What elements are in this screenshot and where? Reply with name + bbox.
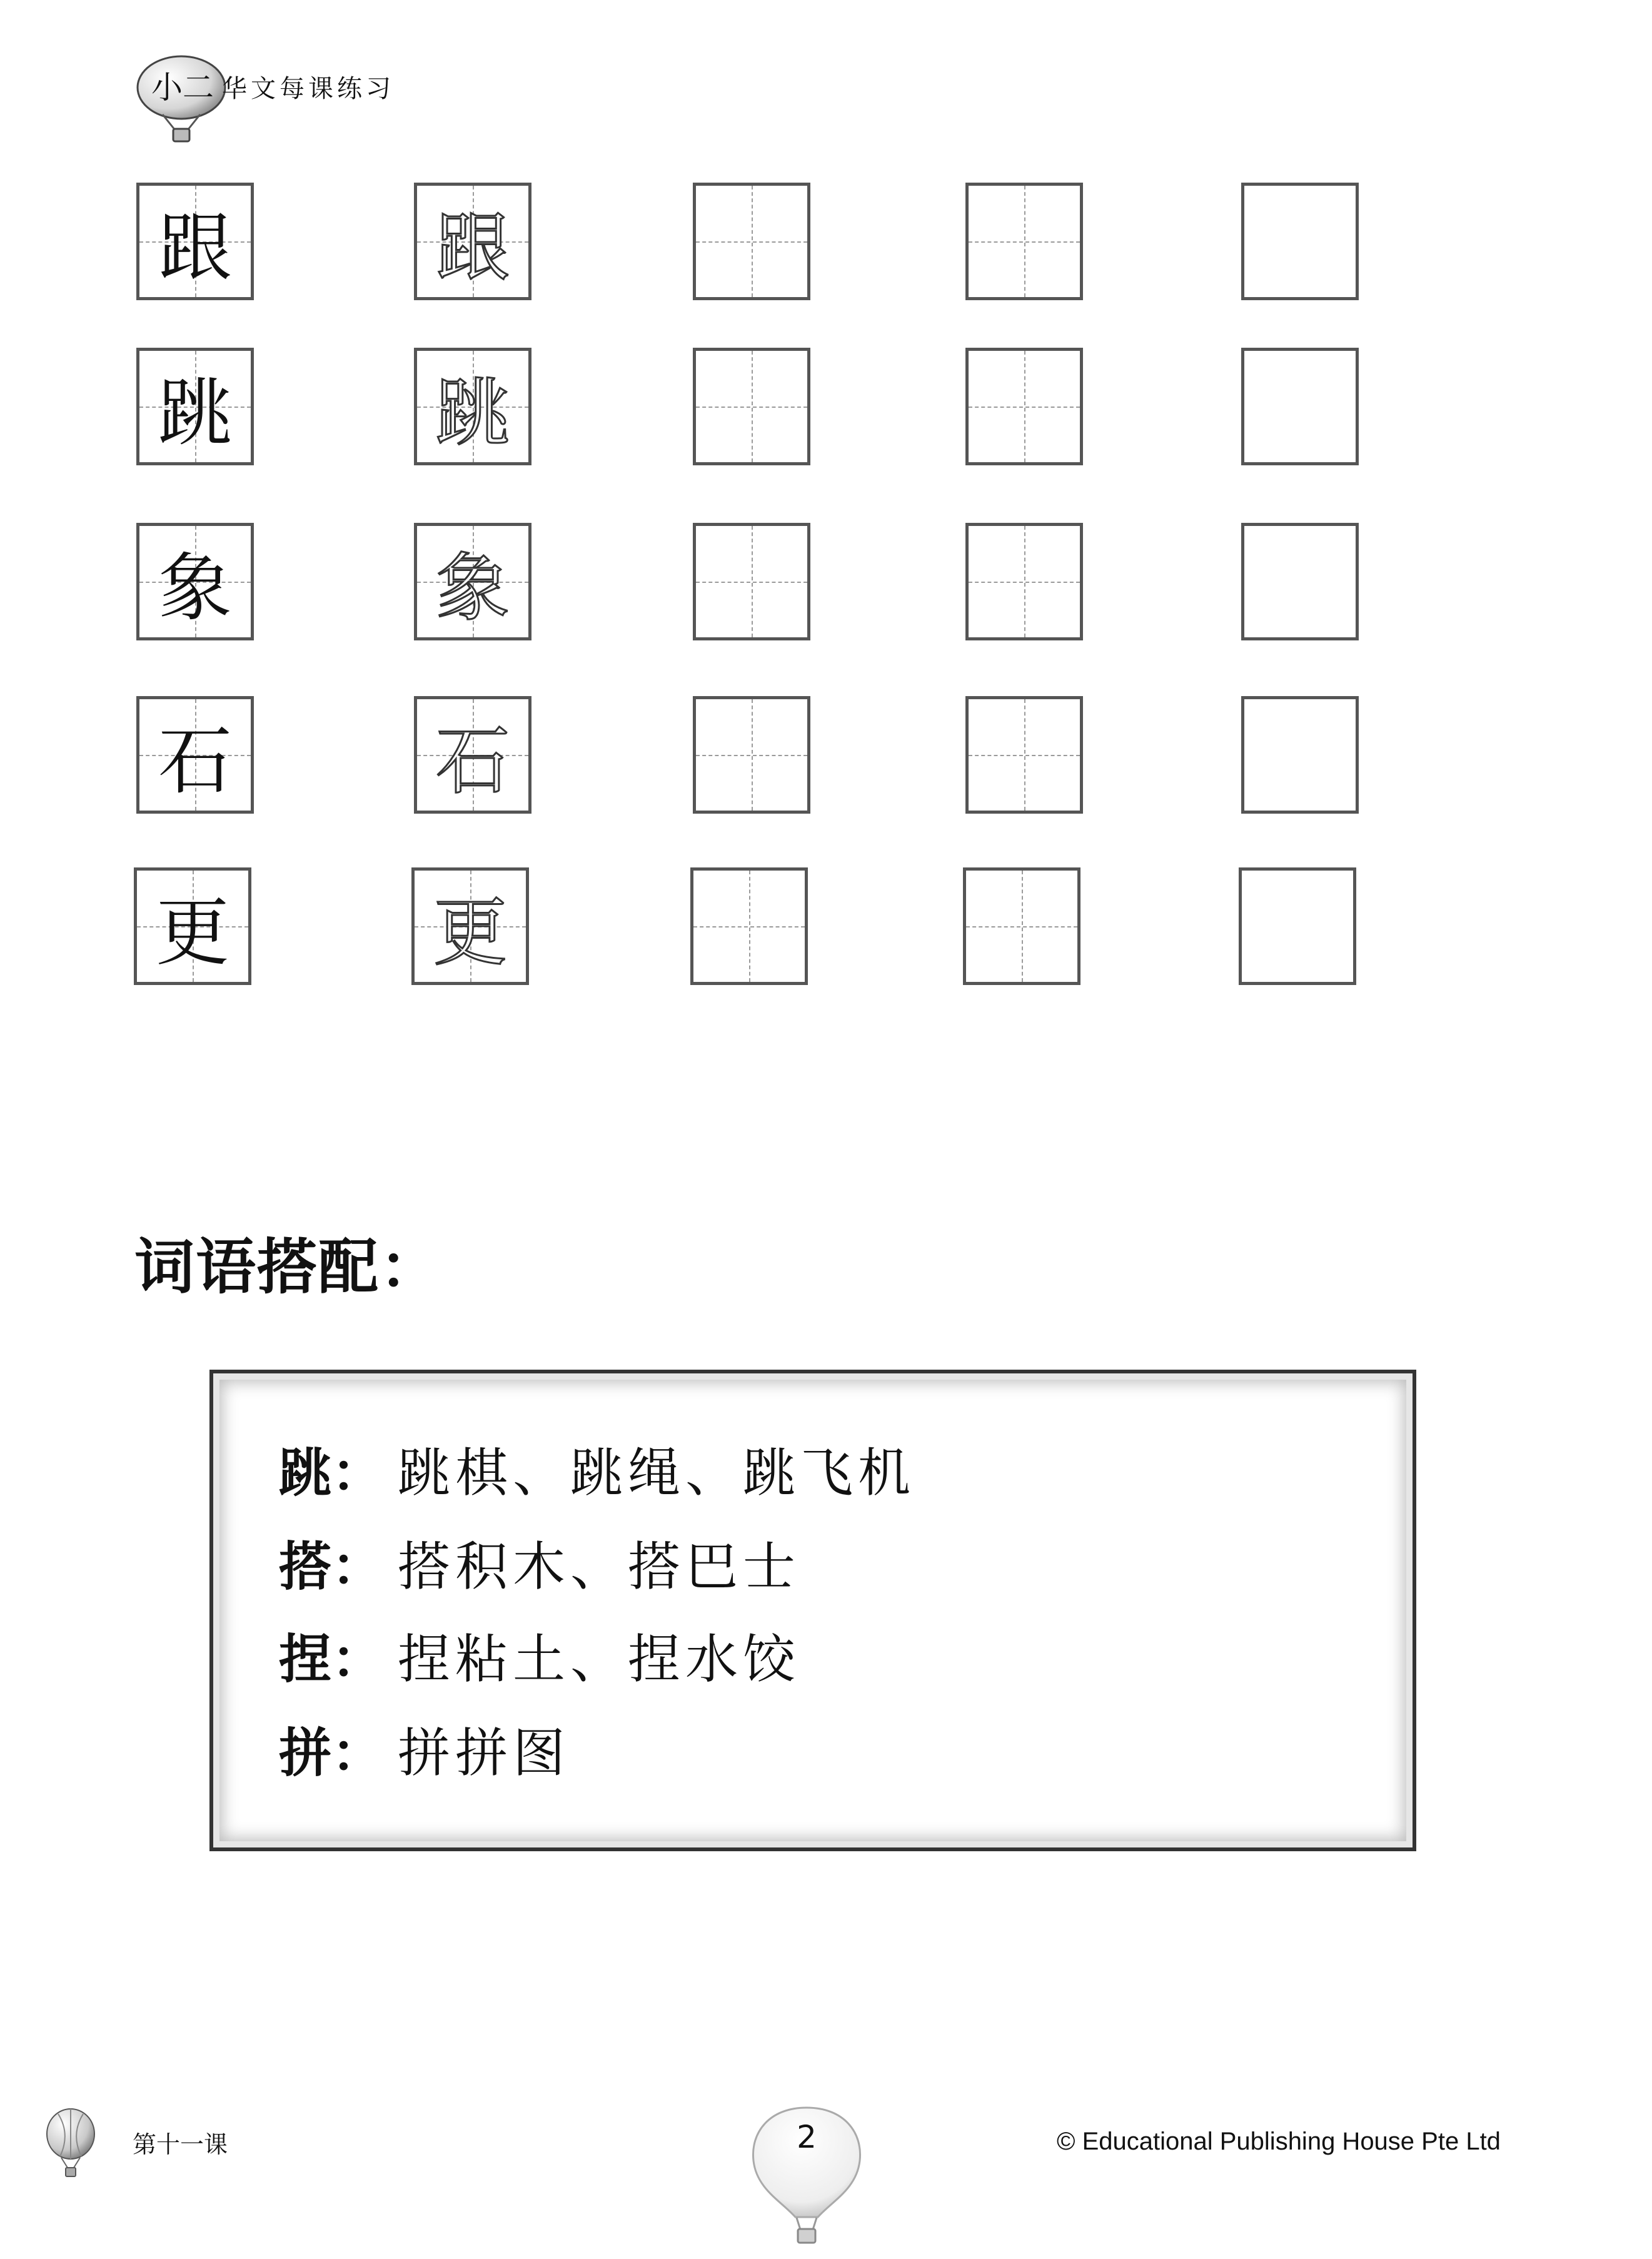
trace-cell[interactable] xyxy=(414,696,531,814)
word-colon: ： xyxy=(331,1722,385,1784)
model-character: 更 xyxy=(155,889,229,976)
section-title: 词语搭配： xyxy=(134,1232,441,1302)
word-row xyxy=(279,1431,915,1507)
writing-cell-blank[interactable] xyxy=(1241,183,1359,300)
model-cell xyxy=(136,348,254,465)
word-key: 捏 xyxy=(279,1629,332,1690)
writing-cell[interactable] xyxy=(963,867,1080,985)
word-colon: ： xyxy=(331,1442,385,1503)
grade-label: 小二 xyxy=(151,69,214,106)
trace-cell[interactable] xyxy=(414,348,531,465)
model-cell xyxy=(136,696,254,814)
balloon-icon xyxy=(43,2108,99,2183)
model-cell xyxy=(134,867,251,985)
trace-cell[interactable] xyxy=(411,867,529,985)
writing-cell-blank[interactable] xyxy=(1239,867,1356,985)
lesson-label: 第十一课 xyxy=(133,2131,228,2158)
word-key: 跳 xyxy=(279,1442,332,1503)
model-character: 跟 xyxy=(158,205,232,291)
model-cell xyxy=(136,523,254,640)
trace-cell[interactable] xyxy=(414,183,531,300)
trace-character: 石 xyxy=(435,718,510,804)
word-list: 拼拼图 xyxy=(398,1722,571,1784)
word-row xyxy=(279,1711,570,1787)
writing-cell[interactable] xyxy=(693,348,810,465)
writing-cell[interactable] xyxy=(965,348,1083,465)
trace-character: 跟 xyxy=(435,205,510,291)
trace-character: 象 xyxy=(435,545,510,631)
trace-character: 更 xyxy=(433,889,507,976)
word-list: 捏粘土、捏水饺 xyxy=(398,1629,801,1690)
word-colon: ： xyxy=(331,1536,385,1597)
word-key: 拼 xyxy=(279,1722,332,1784)
writing-cell[interactable] xyxy=(693,696,810,814)
writing-cell[interactable] xyxy=(690,867,808,985)
word-colon: ： xyxy=(331,1629,385,1690)
character-practice-grid xyxy=(0,0,1652,1063)
word-list: 搭积木、搭巴士 xyxy=(398,1536,801,1597)
writing-cell[interactable] xyxy=(965,696,1083,814)
page-number: 2 xyxy=(797,2119,817,2155)
copyright-notice: © Educational Publishing House Pte Ltd xyxy=(1057,2128,1501,2155)
word-row xyxy=(279,1617,800,1693)
word-row xyxy=(279,1525,800,1600)
writing-cell-blank[interactable] xyxy=(1241,348,1359,465)
trace-character: 跳 xyxy=(435,370,510,456)
writing-cell-blank[interactable] xyxy=(1241,523,1359,640)
trace-cell[interactable] xyxy=(414,523,531,640)
model-character: 石 xyxy=(158,718,232,804)
word-list: 跳棋、跳绳、跳飞机 xyxy=(398,1442,916,1503)
writing-cell[interactable] xyxy=(965,523,1083,640)
writing-cell[interactable] xyxy=(965,183,1083,300)
model-cell xyxy=(136,183,254,300)
writing-cell-blank[interactable] xyxy=(1241,696,1359,814)
model-character: 跳 xyxy=(158,370,232,456)
model-character: 象 xyxy=(158,545,232,631)
word-matching-box xyxy=(209,1370,1416,1851)
word-key: 搭 xyxy=(279,1536,332,1597)
writing-cell[interactable] xyxy=(693,523,810,640)
writing-cell[interactable] xyxy=(693,183,810,300)
series-title: 华文每课练习 xyxy=(222,74,395,103)
